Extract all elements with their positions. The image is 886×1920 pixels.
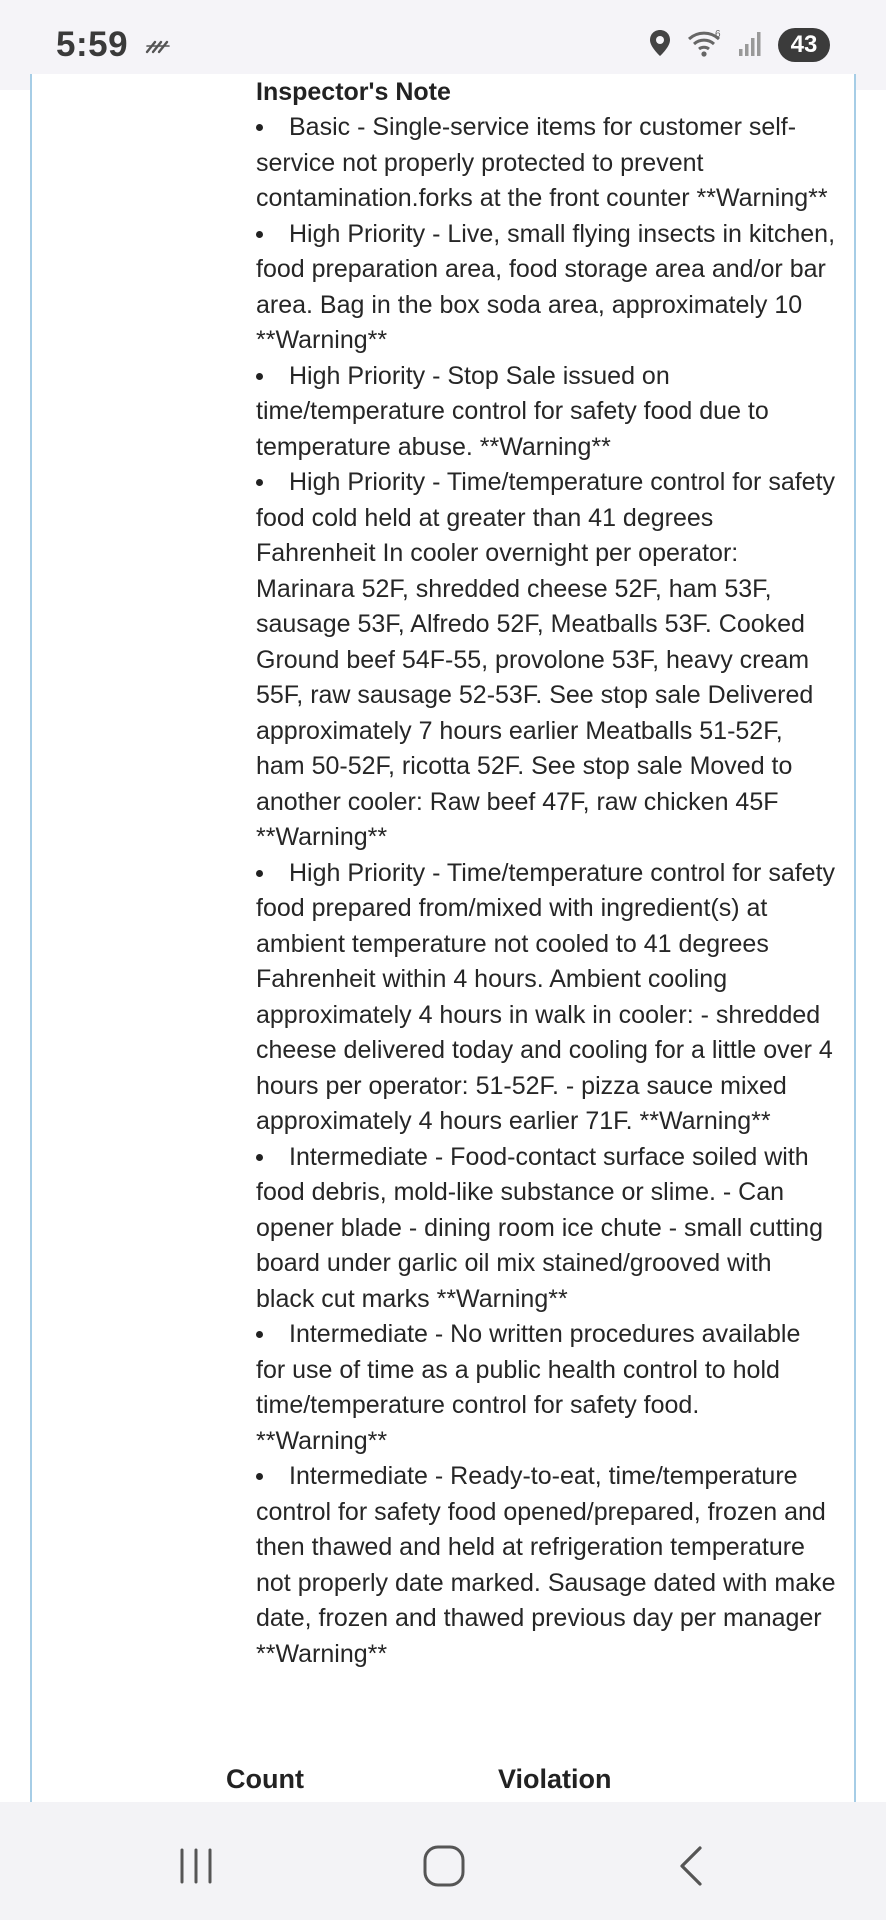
signal-icon [738,29,764,62]
bullet-icon [256,1154,263,1161]
note-item-text: High Priority - Live, small flying insects in kitchen, food preparation area, food storage area and/or bar area. Bag in the box soda area, approximately 10 **Warning** [256,219,836,354]
note-item [256,1317,836,1459]
note-item [256,217,836,359]
bullet-icon [256,479,263,486]
wifi-icon [686,28,724,63]
battery-icon: 43 [778,28,830,62]
note-item [256,110,836,217]
note-item [256,856,836,1140]
bullet-icon [256,870,263,877]
note-item-text: Intermediate - No written procedures available for use of time as a public health control to hold time/temperature control for safety food. **Warning** [256,1320,801,1455]
bullet-icon [256,1473,263,1480]
recent-apps-icon[interactable] [166,1836,226,1896]
note-item [256,1459,836,1672]
bullet-icon [256,231,263,238]
count-column-header: Count [226,1764,304,1794]
status-time: 5:59 [56,25,129,64]
note-item-text: High Priority - Stop Sale issued on time/temperature control for safety food due to temperature abuse. **Warning** [256,361,769,461]
inspector-note [256,74,836,1672]
note-item [256,465,836,856]
violations-table-header [32,1764,854,1802]
missed-call-icon [144,35,172,55]
location-icon [648,28,672,63]
bullet-icon [256,373,263,380]
navigation-bar [0,1802,886,1920]
note-item-text: Basic - Single-service items for customer self-service not properly protected to prevent contamination.forks at the front counter **Warning** [256,113,828,212]
note-item [256,359,836,466]
content-frame [30,74,856,1802]
note-item [256,1140,836,1318]
bullet-icon [256,124,263,131]
back-icon[interactable] [662,1836,722,1896]
note-item-text: Intermediate - Food-contact surface soiled with food debris, mold-like substance or slime. - Can opener blade - dining room ice chute - small cutting board under garlic oil mix stained/grooved with black cut marks **Warning** [256,1142,823,1313]
note-item-text: High Priority - Time/temperature control for safety food cold held at greater than 41 degrees Fahrenheit In cooler overnight per operator: Marinara 52F, shredded cheese 52F, ham 53F, sausage 53F, Alfredo 52F, Meatballs 53F. Cooked Ground beef 54F-55, provolone 53F, heavy cream 55F, raw sausage 52-53F. See stop sale Delivered approximately 7 hours earlier Meatballs 51-52F, ham 50-52F, ricotta 52F. See stop sale Moved to another cooler: Raw beef 47F, raw chicken 45F **Warning** [256,468,836,851]
bullet-icon [256,1331,263,1338]
status-icons [648,28,830,63]
svg-text:6: 6 [715,28,721,40]
violation-column-header: Violation [498,1764,612,1794]
note-item-text: Intermediate - Ready-to-eat, time/temperature control for safety food opened/prepared, frozen and then thawed and held at refrigeration temperature not properly date marked. Sausage dated with make date, frozen and thawed previous day per manager **Warning** [256,1462,836,1668]
inspector-note-list [256,110,836,1672]
note-item-text: High Priority - Time/temperature control for safety food prepared from/mixed with ingredient(s) at ambient temperature not cooled to 41 degrees Fahrenheit within 4 hours. Ambient cooling approximately 4 hours in walk in cooler: - shredded cheese delivered today and cooling for a little over 4 hours per operator: 51-52F. - pizza sauce mixed approximately 4 hours earlier 71F. **Warning** [256,858,836,1135]
inspector-note-heading: Inspector's Note [256,78,451,106]
home-icon[interactable] [414,1836,474,1896]
